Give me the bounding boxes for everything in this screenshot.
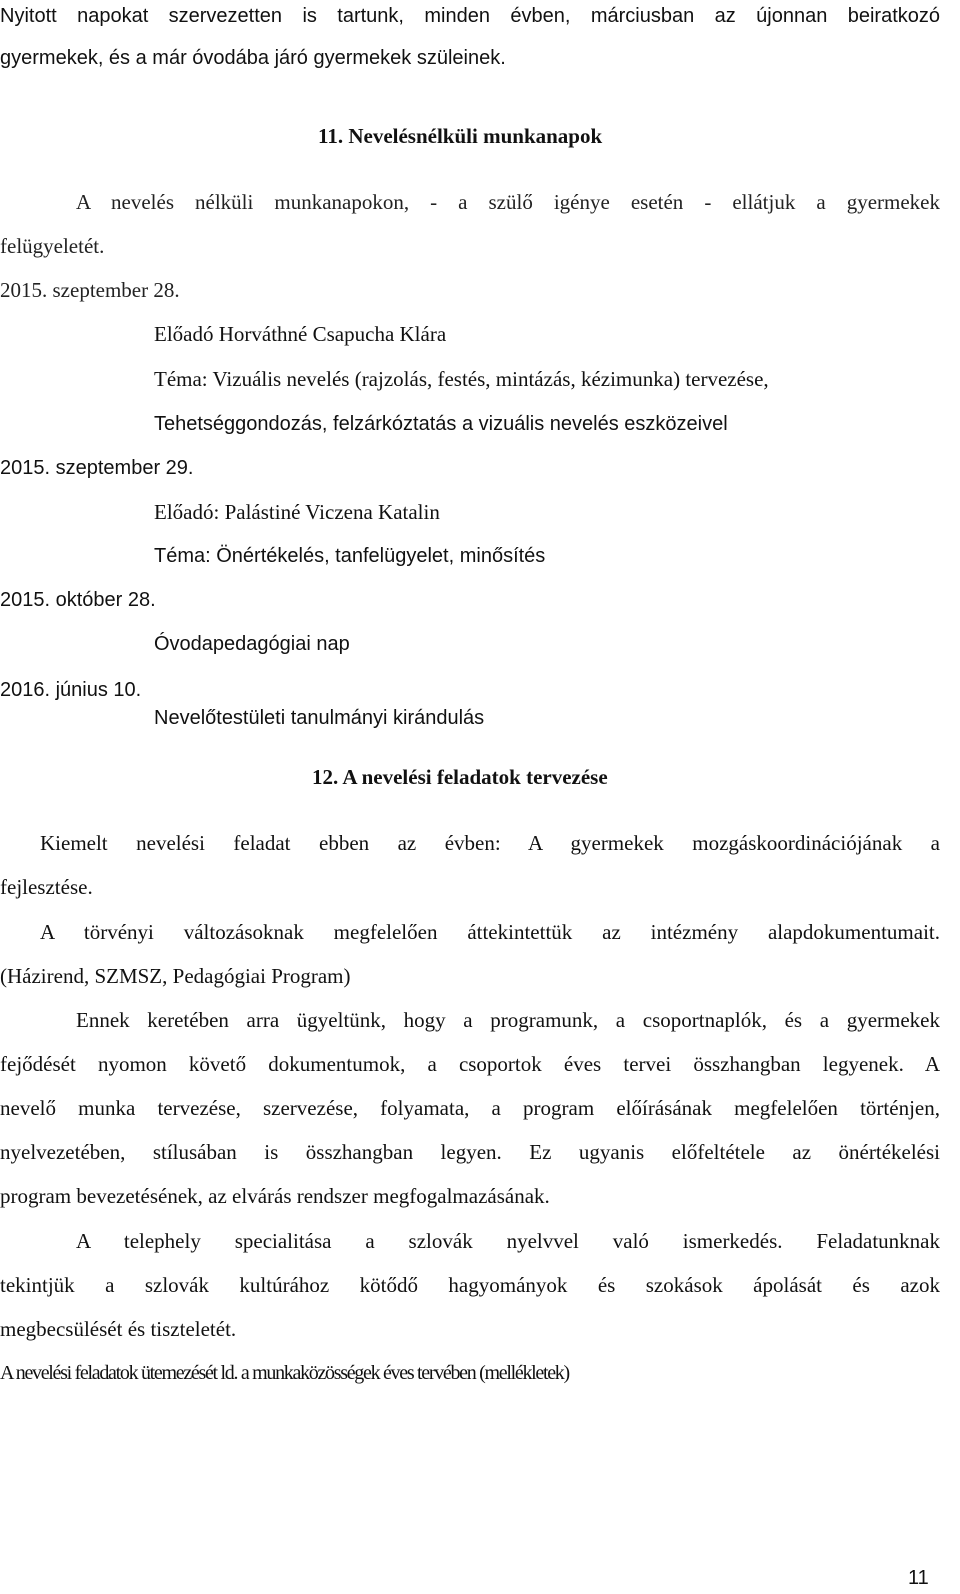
paragraph-line: A nevelési feladatok ütemezését ld. a munkaközösségek éves tervében (mellékletek): [0, 1362, 569, 1384]
paragraph-line: Kiemelt nevelési feladat ebben az évben: A gyermekek mozgáskoordinációjának a: [40, 831, 940, 855]
intro-line: gyermekek, és a már óvodába járó gyermekek szüleinek.: [0, 47, 506, 69]
paragraph-line: (Házirend, SZMSZ, Pedagógiai Program): [0, 964, 351, 988]
paragraph-line: felügyeletét.: [0, 234, 105, 258]
schedule-date: 2015. szeptember 28.: [0, 278, 180, 302]
paragraph-line: nyelvezetében, stílusában is összhangban legyen. Ez ugyanis előfeltétele az önértékelési: [0, 1140, 940, 1164]
paragraph-line: nevelő munka tervezése, szervezése, folyamata, a program előírásának megfelelően történjen,: [0, 1096, 940, 1120]
schedule-detail: Téma: Vizuális nevelés (rajzolás, festés, mintázás, kézimunka) tervezése,: [154, 367, 769, 391]
paragraph-line: A törvényi változásoknak megfelelően áttekintettük az intézmény alapdokumentumait.: [40, 920, 940, 944]
schedule-detail: Tehetséggondozás, felzárkóztatás a vizuális nevelés eszközeivel: [154, 413, 728, 435]
paragraph-line: fejlesztése.: [0, 875, 93, 899]
schedule-date: 2015. október 28.: [0, 589, 156, 611]
schedule-date: 2016. június 10.: [0, 679, 142, 701]
paragraph-line: megbecsülését és tiszteletét.: [0, 1317, 237, 1341]
schedule-detail: Óvodapedagógiai nap: [154, 633, 350, 655]
paragraph-line: tekintjük a szlovák kultúrához kötődő hagyományok és szokások ápolását és azok: [0, 1273, 940, 1297]
intro-line: Nyitott napokat szervezetten is tartunk, minden évben, márciusban az újonnan beiratkozó: [0, 5, 940, 27]
paragraph-line: A nevelés nélküli munkanapokon, - a szülő igénye esetén - ellátjuk a gyermekek: [76, 190, 940, 214]
schedule-detail: Előadó: Palástiné Viczena Katalin: [154, 500, 440, 524]
schedule-date: 2015. szeptember 29.: [0, 457, 194, 479]
section-heading: 12. A nevelési feladatok tervezése: [312, 765, 608, 789]
schedule-detail: Nevelőtestületi tanulmányi kirándulás: [154, 707, 485, 729]
paragraph-line: Ennek keretében arra ügyeltünk, hogy a programunk, a csoportnaplók, és a gyermekek: [76, 1008, 940, 1032]
paragraph-line: fejődését nyomon követő dokumentumok, a csoportok éves tervei összhangban legyenek. A: [0, 1052, 940, 1076]
schedule-detail: Téma: Önértékelés, tanfelügyelet, minősítés: [154, 545, 546, 567]
page-number: 11: [908, 1567, 929, 1589]
schedule-detail: Előadó Horváthné Csapucha Klára: [154, 322, 447, 346]
section-heading: 11. Nevelésnélküli munkanapok: [318, 124, 603, 148]
paragraph-line: A telephely specialitása a szlovák nyelvvel való ismerkedés. Feladatunknak: [76, 1229, 940, 1253]
paragraph-line: program bevezetésének, az elvárás rendszer megfogalmazásának.: [0, 1184, 550, 1208]
